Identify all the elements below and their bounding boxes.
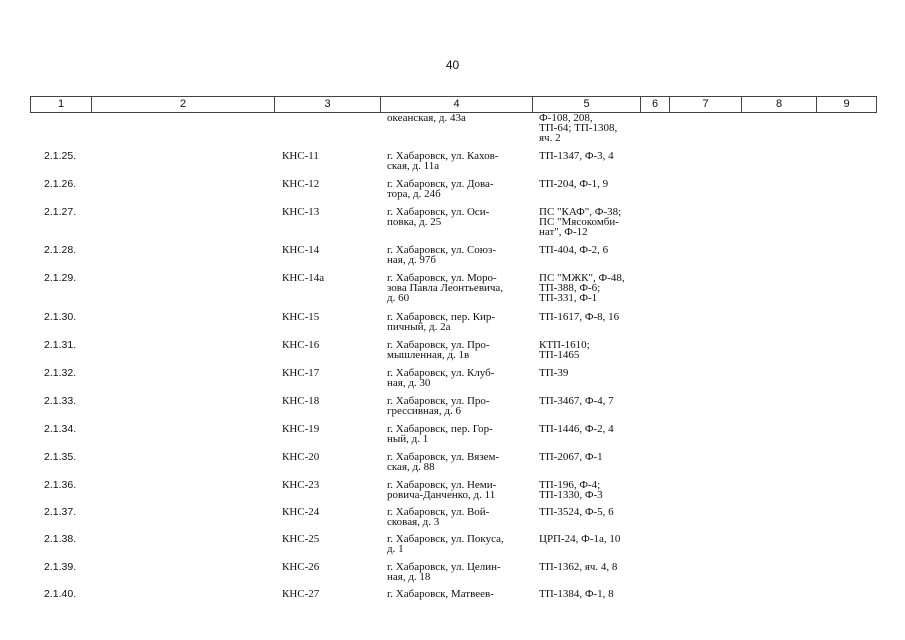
power-line: ТП-1330, Ф-3 [539, 489, 603, 501]
station-address [387, 312, 495, 332]
address-line: г. Хабаровск, ул. Моро- [387, 272, 497, 284]
address-line: г. Хабаровск, ул. Вой- [387, 506, 490, 518]
power-source [539, 424, 614, 434]
row-number: 2.1.28. [44, 244, 77, 256]
address-line: ская, д. 11а [387, 160, 440, 172]
station-name: КНС-14а [282, 272, 325, 284]
address-line: ная, д. 97б [387, 254, 437, 266]
page-number: 40 [445, 58, 460, 72]
address-line: тора, д. 24б [387, 188, 441, 200]
address-line: грессивная, д. 6 [387, 405, 461, 417]
station-address [387, 452, 499, 472]
station-name: КНС-19 [282, 423, 320, 435]
row-number: 2.1.34. [44, 423, 77, 435]
power-source [539, 273, 625, 303]
address-line: г. Хабаровск, ул. Вязем- [387, 451, 500, 463]
address-line: г. Хабаровск, ул. Неми- [387, 479, 497, 491]
power-line: ПС "МЖК", Ф-48, [539, 272, 625, 284]
power-line: ТП-1617, Ф-8, 16 [539, 311, 620, 323]
row-number: 2.1.39. [44, 561, 77, 573]
address-line: ная, д. 30 [387, 377, 431, 389]
power-line: нат", Ф-12 [539, 226, 588, 238]
station-name: КНС-11 [282, 150, 319, 162]
power-source [539, 534, 620, 544]
station-address [387, 368, 494, 388]
row-number: 2.1.37. [44, 506, 77, 518]
station-name: КНС-13 [282, 206, 320, 218]
power-source [539, 151, 614, 161]
power-line: ТП-196, Ф-4; [539, 479, 601, 491]
station-address [387, 151, 498, 171]
address-line: г. Хабаровск, пер. Гор- [387, 423, 493, 435]
station-name: КНС-23 [282, 479, 320, 491]
row-number: 2.1.25. [44, 150, 77, 162]
power-line: ПС "Мясокомби- [539, 216, 619, 228]
station-address [387, 507, 489, 527]
row-number: 2.1.30. [44, 311, 77, 323]
address-line: г. Хабаровск, ул. Оси- [387, 206, 490, 218]
column-header-row [30, 96, 877, 113]
station-address [387, 207, 489, 227]
power-line: яч. 2 [539, 132, 561, 144]
station-name: КНС-25 [282, 533, 320, 545]
row-number: 2.1.27. [44, 206, 77, 218]
power-source [539, 480, 603, 500]
power-line: ТП-204, Ф-1, 9 [539, 178, 609, 190]
power-line: Ф-108, 208, [539, 112, 593, 124]
address-line: ная, д. 18 [387, 571, 431, 583]
row-number: 2.1.38. [44, 533, 77, 545]
power-line: ТП-64; ТП-1308, [539, 122, 618, 134]
power-source [539, 312, 619, 322]
station-name: КНС-16 [282, 339, 320, 351]
address-line: г. Хабаровск, Матвеев- [387, 588, 494, 600]
address-line: пичный, д. 2а [387, 321, 451, 333]
station-name: КНС-26 [282, 561, 320, 573]
column-header-1: 1 [31, 97, 92, 113]
address-line: океанская, д. 43а [387, 112, 466, 124]
power-source [539, 396, 614, 406]
station-address [387, 424, 493, 444]
continuation-power-source [539, 113, 617, 143]
address-line: зова Павла Леонтьевича, [387, 282, 504, 294]
station-name: КНС-15 [282, 311, 320, 323]
power-line: ТП-1362, яч. 4, 8 [539, 561, 618, 573]
address-line: д. 60 [387, 292, 410, 304]
power-line: ТП-3467, Ф-4, 7 [539, 395, 614, 407]
power-line: ТП-1446, Ф-2, 4 [539, 423, 614, 435]
station-address [387, 534, 504, 554]
station-address [387, 273, 503, 303]
address-line: мышленная, д. 1в [387, 349, 470, 361]
station-name: КНС-24 [282, 506, 320, 518]
row-number: 2.1.36. [44, 479, 77, 491]
power-source [539, 207, 621, 237]
column-header-9: 9 [817, 97, 877, 113]
station-address [387, 340, 490, 360]
row-number: 2.1.33. [44, 395, 77, 407]
power-line: ТП-1347, Ф-3, 4 [539, 150, 614, 162]
column-header-6: 6 [641, 97, 670, 113]
power-line: ТП-404, Ф-2, 6 [539, 244, 609, 256]
power-source [539, 589, 614, 599]
address-line: ровича-Данченко, д. 11 [387, 489, 496, 501]
address-line: г. Хабаровск, ул. Дова- [387, 178, 494, 190]
power-source [539, 507, 614, 517]
station-name: КНС-17 [282, 367, 320, 379]
column-header-7: 7 [670, 97, 742, 113]
address-line: г. Хабаровск, пер. Кир- [387, 311, 496, 323]
address-line: г. Хабаровск, ул. Покуса, [387, 533, 504, 545]
power-line: ТП-2067, Ф-1 [539, 451, 603, 463]
station-address [387, 396, 490, 416]
station-address [387, 245, 496, 265]
station-name: КНС-14 [282, 244, 320, 256]
power-source [539, 562, 617, 572]
address-line: ская, д. 88 [387, 461, 435, 473]
power-line: ПС "КАФ", Ф-38; [539, 206, 622, 218]
station-name: КНС-18 [282, 395, 320, 407]
power-source [539, 340, 590, 360]
power-source [539, 368, 568, 378]
row-number: 2.1.26. [44, 178, 77, 190]
station-name: КНС-20 [282, 451, 320, 463]
power-source [539, 245, 608, 255]
column-header-4: 4 [381, 97, 533, 113]
row-number: 2.1.35. [44, 451, 77, 463]
address-line: г. Хабаровск, ул. Кахов- [387, 150, 499, 162]
address-line: г. Хабаровск, ул. Про- [387, 339, 490, 351]
station-name: КНС-27 [282, 588, 320, 600]
row-number: 2.1.40. [44, 588, 77, 600]
power-line: ТП-388, Ф-6; [539, 282, 601, 294]
column-header-2: 2 [92, 97, 275, 113]
power-line: КТП-1610; [539, 339, 590, 351]
power-line: ТП-1465 [539, 349, 580, 361]
address-line: г. Хабаровск, ул. Про- [387, 395, 490, 407]
column-header-3: 3 [275, 97, 381, 113]
continuation-address [387, 113, 466, 123]
column-header-8: 8 [742, 97, 817, 113]
power-line: ТП-1384, Ф-1, 8 [539, 588, 614, 600]
power-line: ЦРП-24, Ф-1а, 10 [539, 533, 621, 545]
station-address [387, 480, 496, 500]
power-line: ТП-331, Ф-1 [539, 292, 598, 304]
station-name: КНС-12 [282, 178, 320, 190]
station-address [387, 179, 494, 199]
address-line: г. Хабаровск, ул. Клуб- [387, 367, 495, 379]
station-address [387, 562, 501, 582]
row-number: 2.1.32. [44, 367, 77, 379]
address-line: повка, д. 25 [387, 216, 442, 228]
address-line: ный, д. 1 [387, 433, 429, 445]
column-header-5: 5 [533, 97, 641, 113]
station-address [387, 589, 494, 599]
power-source [539, 179, 608, 189]
address-line: г. Хабаровск, ул. Целин- [387, 561, 501, 573]
row-number: 2.1.29. [44, 272, 77, 284]
power-line: ТП-39 [539, 367, 569, 379]
address-line: сковая, д. 3 [387, 516, 440, 528]
address-line: г. Хабаровск, ул. Союз- [387, 244, 497, 256]
row-number: 2.1.31. [44, 339, 77, 351]
power-line: ТП-3524, Ф-5, 6 [539, 506, 614, 518]
power-source [539, 452, 603, 462]
address-line: д. 1 [387, 543, 404, 555]
